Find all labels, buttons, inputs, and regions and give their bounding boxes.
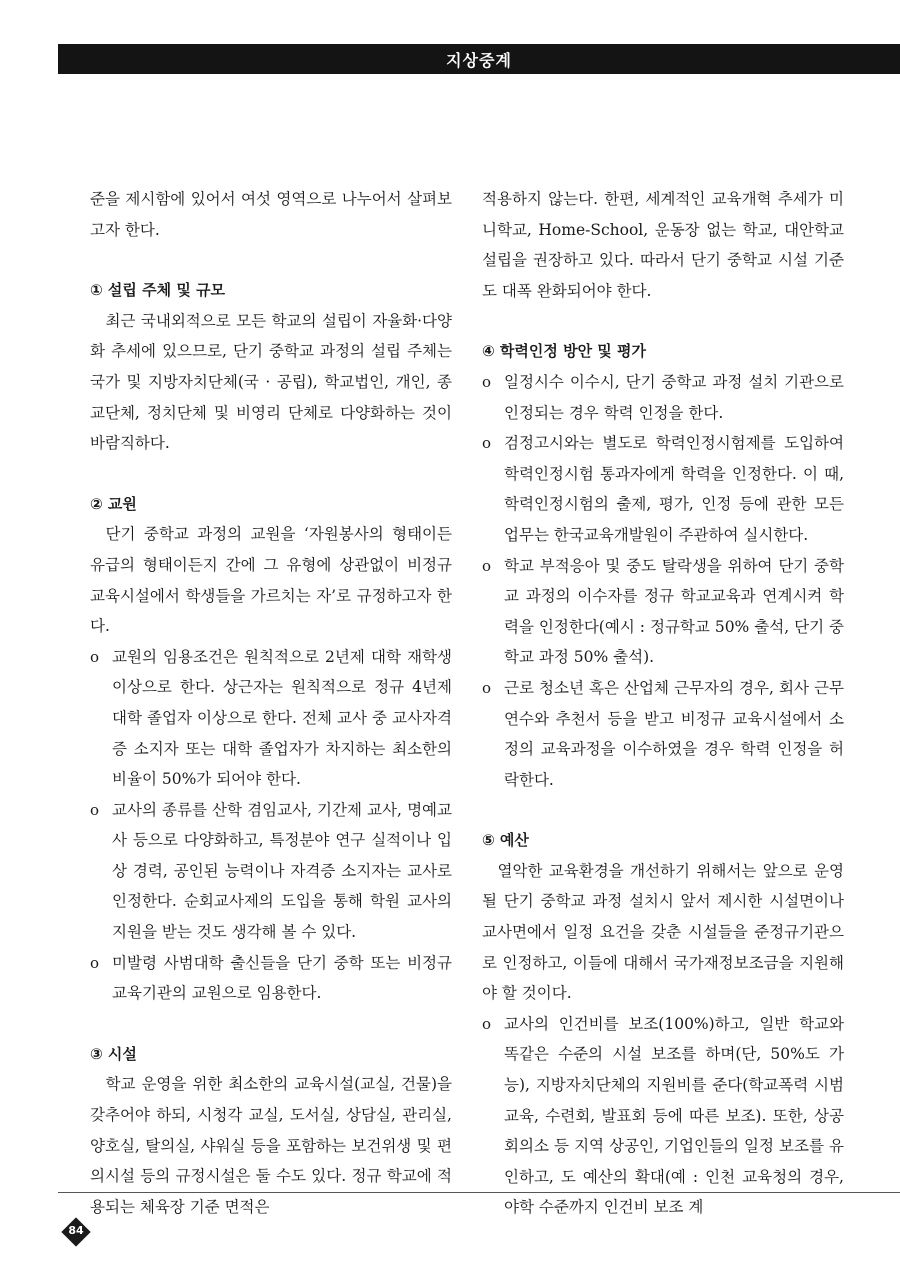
section-body-budget: 열악한 교육환경을 개선하기 위해서는 앞으로 운영될 단기 중학교 과정 설치시 앞서 제시한 시설면이나 교사면에서 일정 요건을 갖춘 시설들을 준정규기관으로 인정하고, 이들에 대해서 국가재정보조금을 지원해야 할 것이다. — [482, 861, 844, 1003]
bullet-icon: o — [90, 647, 100, 666]
page-number-badge — [62, 1218, 90, 1246]
section-heading-facilities: ③ 시설 — [90, 1044, 137, 1063]
list-item — [482, 551, 844, 673]
intro-paragraph: 준을 제시함에 있어서 여섯 영역으로 나누어서 살펴보고자 한다. — [90, 190, 452, 239]
list-item — [90, 642, 452, 795]
page-number: 84 — [68, 1224, 84, 1237]
list-item-text: 일정시수 이수시, 단기 중학교 과정 설치 기관으로 인정되는 경우 학력 인정을 한다. — [504, 372, 844, 422]
bullet-icon: o — [482, 434, 492, 453]
bullet-icon: o — [482, 372, 492, 391]
section-heading-establishment: ① 설립 주체 및 규모 — [90, 281, 226, 300]
list-item — [482, 367, 844, 428]
footer-divider — [58, 1192, 900, 1193]
section-body-facilities: 학교 운영을 위한 최소한의 교육시설(교실, 건물)을 갖추어야 하되, 시청각 교실, 도서실, 상담실, 관리실, 양호실, 탈의실, 샤워실 등을 포함하는 보건위생 및 편의시설 등의 규정시설은 둘 수도 있다. 정규 학교에 적용되는 체육장 기준 면적은 — [90, 1075, 452, 1216]
continuation-paragraph: 적용하지 않는다. 한편, 세계적인 교육개혁 추세가 미니학교, Home-School, 운동장 없는 학교, 대안학교 설립을 권장하고 있다. 따라서 단기 중학교 시설 기준도 대폭 완화되어야 한다. — [482, 190, 844, 300]
list-item-text: 검정고시와는 별도로 학력인정시험제를 도입하여 학력인정시험 통과자에게 학력을 인정한다. 이 때, 학력인정시험의 출제, 평가, 인정 등에 관한 모든 업무는 한국교육개발원이 주관하여 실시한다. — [504, 434, 844, 544]
running-header-title: 지상중계 — [446, 51, 512, 70]
list-item-text: 교원의 임용조건은 원칙적으로 2년제 대학 재학생 이상으로 한다. 상근자는 원칙적으로 정규 4년제 대학 졸업자 이상으로 한다. 전체 교사 중 교사자격증 소지자 또는 대학 졸업자가 차지하는 최소한의 비율이 50%가 되어야 한다. — [112, 647, 452, 789]
list-item — [482, 428, 844, 550]
bullet-icon: o — [482, 1014, 492, 1033]
list-item — [90, 795, 452, 948]
left-column — [90, 184, 452, 1222]
list-item-text: 교사의 인건비를 보조(100%)하고, 일반 학교와 똑같은 수준의 시설 보조를 하며(단, 50%도 가능), 지방자치단체의 지원비를 준다(학교폭력 시범교육, 수련회, 발표회 등에 따른 보조). 또한, 상공회의소 등 지역 상공인, 기업인들의 일정 보조를 유인하고, 도 예산의 확대(예 : 인천 교육청의 경우, 야학 수준까지 인건비 보조 계 — [504, 1014, 844, 1217]
list-item — [482, 1009, 844, 1223]
list-item-text: 근로 청소년 혹은 산업체 근무자의 경우, 회사 근무 연수와 추천서 등을 받고 비정규 교육시설에서 소정의 교육과정을 이수하였을 경우 학력 인정을 허락한다. — [504, 678, 844, 789]
section-body-teachers: 단기 중학교 과정의 교원을 ‘자원봉사의 형태이든 유급의 형태이든지 간에 그 유형에 상관없이 비정규 교육시설에서 학생들을 가르치는 자’로 규정하고자 한다. — [90, 525, 452, 636]
section-heading-teachers: ② 교원 — [90, 494, 137, 513]
section-body-establishment: 최근 국내외적으로 모든 학교의 설립이 자율화·다양화 추세에 있으므로, 단기 중학교 과정의 설립 주체는 국가 및 지방자치단체(국 · 공립), 학교법인, 개인, 종교단체, 정치단체 및 비영리 단체로 다양화하는 것이 바람직하다. — [90, 311, 452, 453]
bullet-icon: o — [90, 953, 100, 972]
list-item-text: 미발령 사범대학 출신들을 단기 중학 또는 비정규 교육기관의 교원으로 임용한다. — [112, 953, 452, 1003]
section-heading-credit-recognition: ④ 학력인정 방안 및 평가 — [482, 342, 646, 361]
bullet-icon: o — [482, 556, 492, 575]
list-item-text: 교사의 종류를 산학 겸임교사, 기간제 교사, 명예교사 등으로 다양화하고, 특정분야 연구 실적이나 입상 경력, 공인된 능력이나 자격증 소지자는 교사로 인정한다. 순회교사제의 도입을 통해 학원 교사의 지원을 받는 것도 생각해 볼 수 있다. — [112, 800, 452, 942]
bullet-icon: o — [90, 800, 100, 819]
bullet-icon: o — [482, 678, 492, 697]
list-item — [90, 948, 452, 1009]
list-item — [482, 673, 844, 795]
list-item-text: 학교 부적응아 및 중도 탈락생을 위하여 단기 중학교 과정의 이수자를 정규 학교교육과 연계시켜 학력을 인정한다(예시 : 정규학교 50% 출석, 단기 중학교 과정 50% 출석). — [504, 556, 844, 667]
right-column — [482, 184, 844, 1223]
running-header-bar — [58, 44, 900, 74]
section-heading-budget: ⑤ 예산 — [482, 831, 529, 850]
